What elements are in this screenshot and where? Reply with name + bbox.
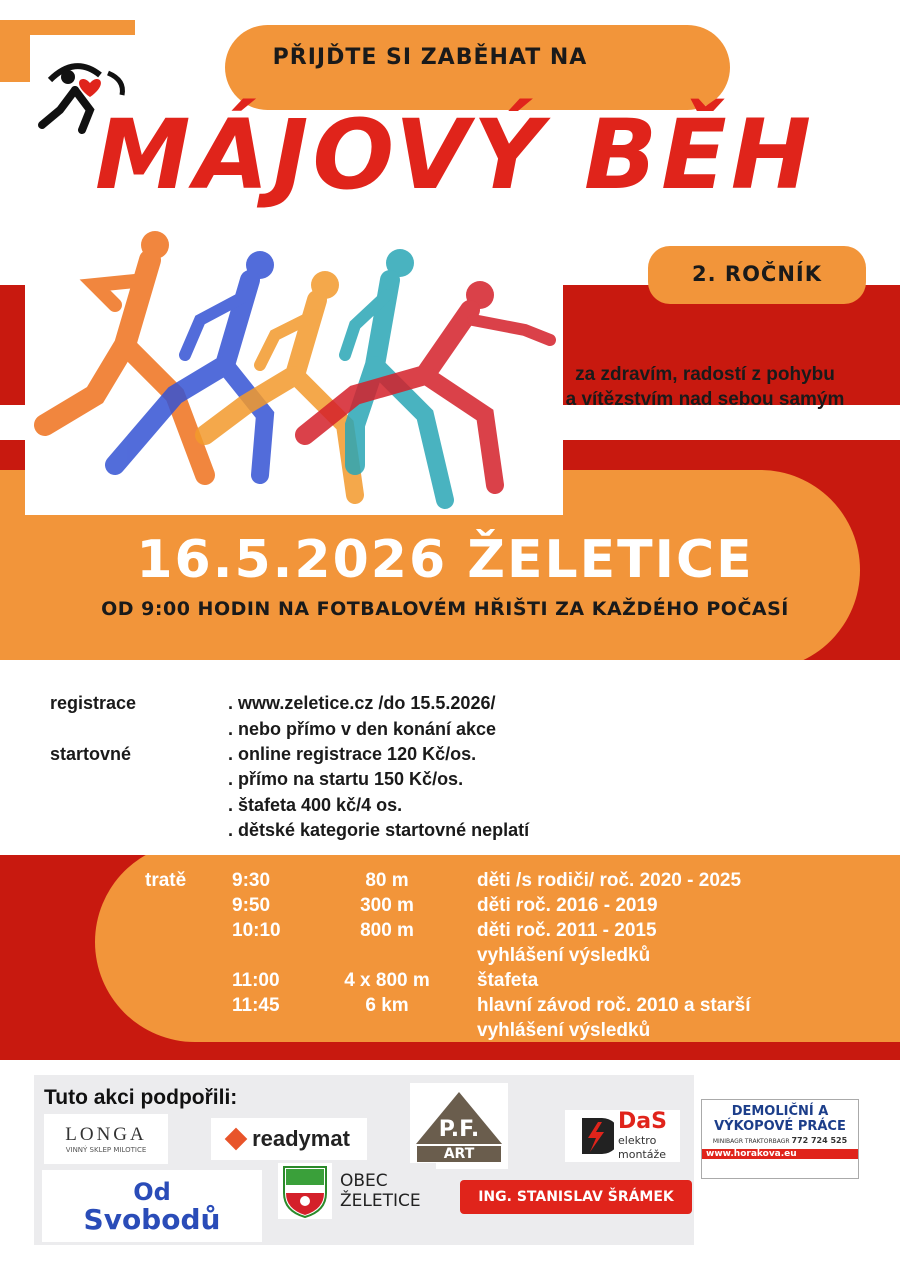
das-lightning-icon [578, 1114, 614, 1158]
registration-label: registrace [50, 693, 137, 713]
schedule-distance: 800 m [360, 920, 414, 941]
schedule-distance: 80 m [365, 870, 409, 891]
date-place: 16.5.2026 ŽELETICE [136, 530, 754, 590]
sponsor-readymat-logo [211, 1118, 367, 1160]
fee-line-4: . dětské kategorie startovné neplatí [228, 820, 530, 840]
edition-label: 2. ROČNÍK [692, 262, 822, 286]
fee-line-1: . online registrace 120 Kč/os. [228, 744, 477, 764]
schedule-distance: 4 x 800 m [344, 970, 430, 991]
das-sub-2: montáže [618, 1148, 667, 1161]
schedule-description: vyhlášení výsledků [477, 1020, 651, 1041]
obec-line-1: OBEC [340, 1171, 388, 1191]
schedule-time: 11:45 [232, 995, 280, 1016]
schedule-description: děti /s rodiči/ roč. 2020 - 2025 [477, 870, 742, 891]
schedule-time: 9:50 [232, 895, 271, 916]
sponsor-pf-art-logo [410, 1083, 508, 1169]
demolice-web: www.horakova.eu [702, 1149, 858, 1159]
das-sub-1: elektro [618, 1134, 657, 1147]
schedule-description: hlavní závod roč. 2010 a starší [477, 995, 751, 1016]
sponsor-das-logo [565, 1110, 680, 1162]
sponsor-longa-logo [44, 1114, 168, 1164]
schedule-time: 11:00 [232, 970, 280, 991]
schedule-distance: 6 km [365, 995, 409, 1016]
longa-name: LONGA [65, 1124, 147, 1145]
fee-line-2: . přímo na startu 150 Kč/os. [228, 769, 464, 789]
schedule-distance: 300 m [360, 895, 414, 916]
sponsor-sramek-logo [460, 1180, 692, 1214]
motto-line-1: za zdravím, radostí z pohybu [575, 364, 835, 385]
fee-line-3: . štafeta 400 kč/4 os. [228, 795, 403, 815]
event-subtitle: OD 9:00 HODIN NA FOTBALOVÉM HŘIŠTI ZA KAŽDÉHO POČASÍ [101, 598, 789, 620]
pf-letters: P.F. [438, 1117, 480, 1142]
longa-subtitle: VINNÝ SKLEP MILOTICE [65, 1146, 147, 1154]
demolice-line-1: DEMOLIČNÍ A [731, 1104, 829, 1119]
schedule-description: štafeta [477, 970, 539, 991]
demolice-phone: 772 724 525 [791, 1136, 848, 1145]
das-name: DaS [618, 1109, 667, 1134]
schedule-description: děti roč. 2016 - 2019 [477, 895, 658, 916]
fee-label: startovné [50, 744, 132, 764]
motto [520, 362, 890, 412]
sramek-name: ING. STANISLAV ŠRÁMEK [478, 1189, 674, 1205]
schedule-description: vyhlášení výsledků [477, 945, 651, 966]
sponsors-title: Tuto akci podpořili: [44, 1086, 238, 1109]
registration-line-2: . nebo přímo v den konání akce [228, 719, 497, 739]
obec-line-2: ŽELETICE [340, 1191, 421, 1211]
demolice-line-2: VÝKOPOVÉ PRÁCE [714, 1119, 846, 1134]
schedule-time: 9:30 [232, 870, 271, 891]
pf-art-name: ART [417, 1146, 501, 1162]
sponsor-obec-zeletice-logo [278, 1163, 436, 1219]
schedule-label: tratě [145, 870, 187, 891]
readymat-icon [225, 1128, 248, 1151]
pf-triangle-icon [414, 1090, 504, 1146]
coat-of-arms-icon [278, 1163, 332, 1219]
schedule-description: děti roč. 2011 - 2015 [477, 920, 657, 941]
readymat-name: readymat [252, 1126, 350, 1151]
runners-illustration [25, 225, 563, 515]
demolice-services: MINIBAGR TRAKTORBAGR [712, 1138, 790, 1145]
event-title: MÁJOVÝ BĚH [94, 99, 816, 211]
sponsor-demolice-logo [701, 1099, 859, 1179]
motto-line-2: a vítězstvím nad sebou samým [565, 389, 845, 410]
od-svobodu-line-1: Od [133, 1178, 171, 1206]
pre-title: PŘIJĎTE SI ZABĚHAT NA [272, 45, 588, 70]
schedule-time: 10:10 [232, 920, 281, 941]
registration-line-1: . www.zeletice.cz /do 15.5.2026/ [228, 693, 496, 713]
sponsor-od-svobodu-logo [42, 1170, 262, 1242]
od-svobodu-line-2: Svobodů [83, 1203, 221, 1236]
